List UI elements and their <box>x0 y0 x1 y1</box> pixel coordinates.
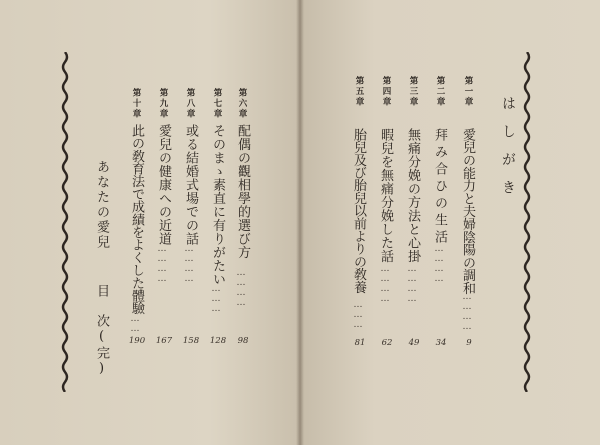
chapter-title: 配偶の觀相學的選び方 <box>235 124 250 259</box>
chapter-number: 第八章 <box>185 88 195 120</box>
leader-dots: ………… <box>380 264 390 304</box>
chapter-page: 98 <box>237 336 249 346</box>
chapter-number: 第六章 <box>237 88 247 120</box>
chapter-page: 167 <box>155 336 173 346</box>
leader-dots: …… <box>130 314 140 334</box>
wavy-border-left <box>60 52 70 392</box>
wavy-border-right <box>522 52 532 392</box>
chapter-title: そのまゝ素直に有りがたい <box>210 124 225 286</box>
leader-dots: ……… <box>211 284 221 314</box>
leader-dots: ………… <box>157 244 167 284</box>
chapter-number: 第二章 <box>435 76 445 108</box>
toc-heading <box>92 160 111 378</box>
chapter-number: 第五章 <box>354 76 364 108</box>
chapter-title: 愛兒の健康への近道 <box>156 124 171 246</box>
leader-dots: ………… <box>434 244 444 284</box>
chapter-number: 第四章 <box>381 76 391 108</box>
leader-dots: ………… <box>184 244 194 284</box>
chapter-page: 34 <box>435 338 447 348</box>
chapter-title: 無痛分娩の方法と心掛 <box>405 128 420 263</box>
chapter-title: 愛兒の能力と夫婦陰陽の調和 <box>460 128 475 295</box>
chapter-page: 9 <box>466 338 472 348</box>
chapter-number: 第七章 <box>212 88 222 120</box>
leader-dots: ……… <box>353 300 363 330</box>
running-title: あなたの愛兒 <box>94 160 109 250</box>
chapter-page: 49 <box>408 338 420 348</box>
chapter-title: 胎兒及び胎兒以前よりの敎養 <box>351 128 366 294</box>
chapter-number: 第三章 <box>408 76 418 108</box>
chapter-page: 62 <box>381 338 393 348</box>
chapter-page: 81 <box>354 338 366 348</box>
book-gutter <box>296 0 304 445</box>
chapter-page: 158 <box>182 336 200 346</box>
chapter-title: 拜み合ひの生活 <box>432 128 447 247</box>
chapter-number: 第一章 <box>463 76 473 108</box>
toc-label: 目 次 <box>94 284 109 329</box>
chapter-number: 第十章 <box>131 88 141 120</box>
leader-dots: ………… <box>462 292 472 332</box>
right-page <box>300 0 600 445</box>
chapter-page: 190 <box>128 336 146 346</box>
chapter-page: 128 <box>209 336 227 346</box>
toc-suffix: (完) <box>94 329 109 378</box>
chapter-title: 此の敎育法で成績をよくした體驗 <box>129 124 144 315</box>
preface-heading: はしがき <box>500 96 516 208</box>
leader-dots: ………… <box>407 264 417 304</box>
chapter-title: 或る結婚式場での話 <box>183 124 198 246</box>
chapter-number: 第九章 <box>158 88 168 120</box>
leader-dots: ………… <box>236 268 246 308</box>
chapter-title: 暇兒を無痛分娩した話 <box>378 128 393 263</box>
